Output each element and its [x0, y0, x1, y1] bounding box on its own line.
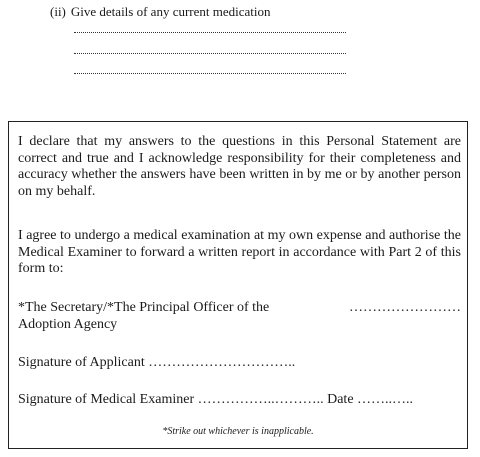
addressee-label: *The Secretary/*The Principal Officer of the	[18, 300, 270, 315]
medication-section	[0, 0, 480, 100]
declaration-paragraph: I declare that my answers to the questions in this Personal Statement are correct and true and I acknowledge responsibility for their completeness and accuracy whether the answers have been written in by me or by another person on my behalf.	[18, 134, 461, 199]
addressee-field	[18, 300, 461, 333]
addressee-blank[interactable]: ……………………	[349, 300, 461, 315]
medication-answer-line-3[interactable]	[74, 73, 346, 74]
addressee-agency-label: Adoption Agency	[18, 316, 118, 332]
consent-paragraph: I agree to undergo a medical examination at my own expense and authorise the Medical Examiner to forward a written report in accordance with Part 2 of this form to:	[18, 228, 461, 277]
medication-question	[50, 4, 271, 20]
question-text: Give details of any current medication	[70, 4, 271, 19]
medication-answer-line-1[interactable]	[74, 32, 346, 33]
applicant-signature-field[interactable]: Signature of Applicant …………………………..	[18, 355, 296, 370]
examiner-signature-field[interactable]: Signature of Medical Examiner ……………..……….. Date ……..…..	[18, 392, 414, 407]
declaration-box	[8, 121, 468, 449]
footnote: *Strike out whichever is inapplicable.	[162, 426, 314, 437]
medication-answer-line-2[interactable]	[74, 53, 346, 54]
question-number: (ii)	[50, 4, 66, 19]
